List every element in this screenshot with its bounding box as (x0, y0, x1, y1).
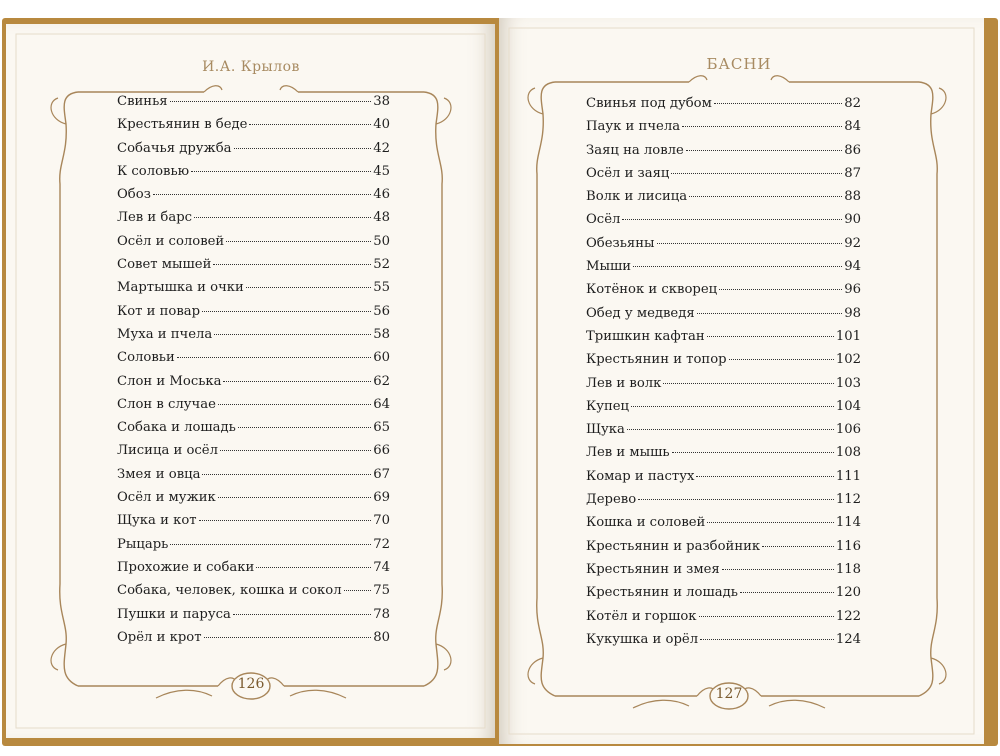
toc-entry-title: Осёл и соловей (117, 233, 225, 249)
toc-entry (586, 166, 861, 189)
right-page-number: 127 (715, 686, 743, 702)
toc-entry-title: Свинья (117, 94, 168, 109)
left-header-author: И.А. Крылов (202, 59, 300, 75)
toc-entry (586, 632, 861, 655)
toc-leader-dots (722, 569, 834, 570)
toc-entry-title: Муха и пчела (117, 326, 213, 342)
toc-leader-dots (191, 171, 371, 172)
toc-leader-dots (233, 614, 371, 615)
toc-entry-title: Дерево (586, 492, 637, 508)
toc-entry (117, 210, 390, 233)
toc-entry-page: 87 (844, 165, 861, 181)
toc-entry-page: 67 (373, 466, 390, 482)
toc-leader-dots (696, 476, 833, 477)
toc-entry-title: К соловью (117, 163, 190, 179)
toc-entry-page: 80 (373, 629, 390, 645)
toc-entry-page: 66 (373, 443, 390, 459)
toc-entry-title: Купец (586, 398, 630, 414)
toc-leader-dots (657, 243, 843, 244)
toc-entry (586, 492, 861, 515)
toc-entry-page: 65 (373, 420, 390, 436)
toc-leader-dots (170, 101, 372, 102)
toc-leader-dots (700, 639, 834, 640)
toc-leader-dots (729, 359, 834, 360)
toc-entry-page: 106 (835, 422, 861, 438)
toc-entry (117, 350, 390, 373)
toc-leader-dots (246, 287, 371, 288)
toc-entry-title: Котёнок и скворец (586, 282, 718, 298)
toc-entry-page: 38 (373, 94, 390, 109)
toc-entry-title: Осёл и заяц (586, 165, 670, 181)
toc-entry-title: Лев и волк (586, 375, 662, 391)
toc-entry-title: Щука и кот (117, 513, 197, 529)
toc-leader-dots (214, 334, 371, 335)
toc-entry (586, 422, 861, 445)
toc-entry (117, 374, 390, 397)
left-page (6, 24, 495, 738)
toc-entry (117, 607, 390, 630)
toc-entry-title: Крестьянин и разбойник (586, 538, 761, 554)
toc-entry-page: 124 (835, 631, 861, 647)
toc-entry-title: Прохожие и собаки (117, 559, 255, 575)
toc-leader-dots (249, 124, 371, 125)
toc-entry (117, 164, 390, 187)
toc-entry (117, 187, 390, 210)
toc-entry-title: Крестьянин и лошадь (586, 585, 738, 601)
toc-entry-title: Мартышка и очки (117, 280, 244, 296)
toc-leader-dots (218, 404, 371, 405)
toc-entry-page: 75 (373, 583, 390, 599)
toc-entry-page: 58 (373, 326, 390, 342)
toc-entry-title: Обед у медведя (586, 305, 695, 321)
toc-leader-dots (689, 196, 842, 197)
toc-entry-title: Котёл и горшок (586, 608, 697, 624)
toc-leader-dots (204, 637, 372, 638)
toc-entry (586, 445, 861, 468)
toc-entry (586, 306, 861, 329)
toc-leader-dots (631, 406, 834, 407)
toc-leader-dots (238, 427, 371, 428)
toc-entry-title: Тришкин кафтан (586, 328, 705, 344)
toc-leader-dots (153, 194, 371, 195)
toc-leader-dots (719, 289, 842, 290)
toc-entry-page: 101 (835, 328, 861, 344)
toc-entry-title: Собачья дружба (117, 140, 232, 156)
toc-entry-page: 55 (373, 280, 390, 296)
toc-entry-title: Крестьянин и змея (586, 561, 720, 577)
toc-entry-page: 92 (844, 235, 861, 251)
toc-entry-title: Кот и повар (117, 303, 201, 319)
toc-entry (117, 630, 390, 653)
toc-entry-page: 94 (844, 259, 861, 275)
toc-entry-page: 104 (835, 398, 861, 414)
toc-entry-title: Паук и пчела (586, 119, 681, 135)
toc-entry-title: Лев и мышь (586, 445, 670, 461)
toc-entry-title: Обоз (117, 187, 151, 203)
toc-entry-page: 70 (373, 513, 390, 529)
toc-entry-page: 120 (835, 585, 861, 601)
toc-leader-dots (699, 616, 834, 617)
toc-entry-page: 78 (373, 606, 390, 622)
toc-entry-title: Кукушка и орёл (586, 631, 699, 647)
toc-entry-page: 64 (373, 396, 390, 412)
toc-leader-dots (199, 520, 372, 521)
right-header-title: БАСНИ (706, 55, 772, 73)
toc-entry (586, 585, 861, 608)
toc-leader-dots (194, 217, 371, 218)
toc-entry-page: 103 (835, 375, 861, 391)
toc-entry-page: 62 (373, 373, 390, 389)
toc-entry-page: 88 (844, 189, 861, 205)
toc-entry (117, 537, 390, 560)
toc-entry (586, 259, 861, 282)
toc-entry (586, 236, 861, 259)
toc-leader-dots (671, 173, 842, 174)
toc-entry-title: Заяц на ловле (586, 142, 684, 158)
toc-entry-page: 122 (835, 608, 861, 624)
toc-entry-page: 86 (844, 142, 861, 158)
toc-leader-dots (707, 336, 834, 337)
toc-entry-title: Собака и лошадь (117, 420, 236, 436)
toc-leader-dots (344, 590, 372, 591)
toc-leader-dots (202, 311, 371, 312)
toc-entry-page: 46 (373, 187, 390, 203)
toc-entry-page: 69 (373, 490, 390, 506)
toc-entry (586, 352, 861, 375)
toc-entry (586, 96, 861, 119)
toc-entry-title: Лев и барс (117, 210, 193, 226)
toc-leader-dots (223, 381, 371, 382)
toc-entry-page: 72 (373, 536, 390, 552)
toc-entry (586, 376, 861, 399)
toc-leader-dots (686, 150, 842, 151)
toc-entry-title: Орёл и крот (117, 629, 202, 645)
toc-leader-dots (218, 497, 371, 498)
toc-leader-dots (633, 266, 842, 267)
toc-leader-dots (627, 429, 834, 430)
toc-entry (586, 609, 861, 632)
toc-leader-dots (234, 148, 372, 149)
toc-leader-dots (682, 126, 842, 127)
toc-entry-title: Кошка и соловей (586, 515, 706, 531)
toc-entry-page: 40 (373, 117, 390, 133)
toc-entry (117, 513, 390, 536)
toc-leader-dots (177, 357, 371, 358)
toc-entry-page: 60 (373, 350, 390, 366)
toc-entry (586, 119, 861, 142)
toc-entry-page: 48 (373, 210, 390, 226)
toc-entry-title: Слон и Моська (117, 373, 222, 389)
toc-entry-title: Щука (586, 422, 625, 438)
toc-entry (586, 515, 861, 538)
toc-entry (117, 467, 390, 490)
toc-leader-dots (213, 264, 371, 265)
toc-entry (117, 443, 390, 466)
toc-entry-title: Лисица и осёл (117, 443, 218, 459)
toc-entry (586, 329, 861, 352)
toc-entry-title: Соловьи (117, 350, 175, 366)
toc-entry (117, 583, 390, 606)
toc-entry (117, 560, 390, 583)
toc-leader-dots (226, 241, 371, 242)
left-page-number: 126 (237, 676, 265, 692)
toc-entry (117, 94, 390, 117)
right-toc-list (586, 96, 861, 655)
toc-entry-title: Рыцарь (117, 536, 169, 552)
toc-entry-title: Слон в случае (117, 396, 216, 412)
toc-entry (586, 282, 861, 305)
toc-leader-dots (220, 450, 371, 451)
toc-entry (586, 562, 861, 585)
toc-entry (117, 141, 390, 164)
toc-entry-page: 52 (373, 257, 390, 273)
toc-entry-title: Комар и пастух (586, 468, 695, 484)
toc-entry-page: 102 (835, 352, 861, 368)
toc-entry-page: 42 (373, 140, 390, 156)
toc-entry-page: 82 (844, 96, 861, 111)
toc-leader-dots (707, 522, 833, 523)
toc-entry (117, 117, 390, 140)
toc-entry (117, 420, 390, 443)
toc-entry-page: 114 (835, 515, 861, 531)
toc-entry (117, 234, 390, 257)
toc-entry-page: 45 (373, 163, 390, 179)
toc-entry-title: Осёл и мужик (117, 490, 216, 506)
toc-leader-dots (762, 546, 834, 547)
toc-entry-page: 112 (835, 492, 861, 508)
toc-entry (586, 399, 861, 422)
toc-entry (117, 257, 390, 280)
toc-entry (586, 143, 861, 166)
toc-entry-title: Совет мышей (117, 257, 212, 273)
toc-entry (586, 189, 861, 212)
toc-entry-title: Собака, человек, кошка и сокол (117, 583, 342, 599)
toc-entry-page: 74 (373, 559, 390, 575)
left-toc-list (117, 94, 390, 653)
toc-leader-dots (170, 544, 371, 545)
toc-entry-page: 84 (844, 119, 861, 135)
toc-entry-title: Свинья под дубом (586, 96, 712, 111)
toc-entry (586, 469, 861, 492)
toc-entry-title: Волк и лисица (586, 189, 688, 205)
toc-entry (586, 212, 861, 235)
toc-entry (117, 304, 390, 327)
toc-entry-page: 56 (373, 303, 390, 319)
toc-entry-page: 111 (835, 468, 861, 484)
toc-entry (117, 280, 390, 303)
toc-entry (117, 490, 390, 513)
toc-entry-title: Мыши (586, 259, 632, 275)
toc-entry (117, 397, 390, 420)
toc-leader-dots (663, 383, 833, 384)
toc-entry-page: 98 (844, 305, 861, 321)
toc-leader-dots (638, 499, 834, 500)
toc-leader-dots (256, 567, 371, 568)
toc-entry-page: 50 (373, 233, 390, 249)
toc-entry-title: Осёл (586, 212, 621, 228)
toc-entry-page: 118 (835, 561, 861, 577)
toc-leader-dots (622, 219, 842, 220)
toc-entry-page: 108 (835, 445, 861, 461)
toc-leader-dots (697, 313, 843, 314)
right-page (499, 18, 984, 744)
toc-entry-page: 116 (835, 538, 861, 554)
toc-entry (117, 327, 390, 350)
toc-leader-dots (740, 592, 834, 593)
toc-entry-page: 96 (844, 282, 861, 298)
toc-entry-title: Крестьянин в беде (117, 117, 248, 133)
toc-entry-title: Змея и овца (117, 466, 201, 482)
toc-leader-dots (202, 474, 371, 475)
toc-entry (586, 539, 861, 562)
toc-entry-page: 90 (844, 212, 861, 228)
toc-entry-title: Пушки и паруса (117, 606, 231, 622)
toc-leader-dots (672, 452, 834, 453)
toc-entry-title: Крестьянин и топор (586, 352, 727, 368)
toc-entry-title: Обезьяны (586, 235, 655, 251)
toc-leader-dots (714, 103, 842, 104)
